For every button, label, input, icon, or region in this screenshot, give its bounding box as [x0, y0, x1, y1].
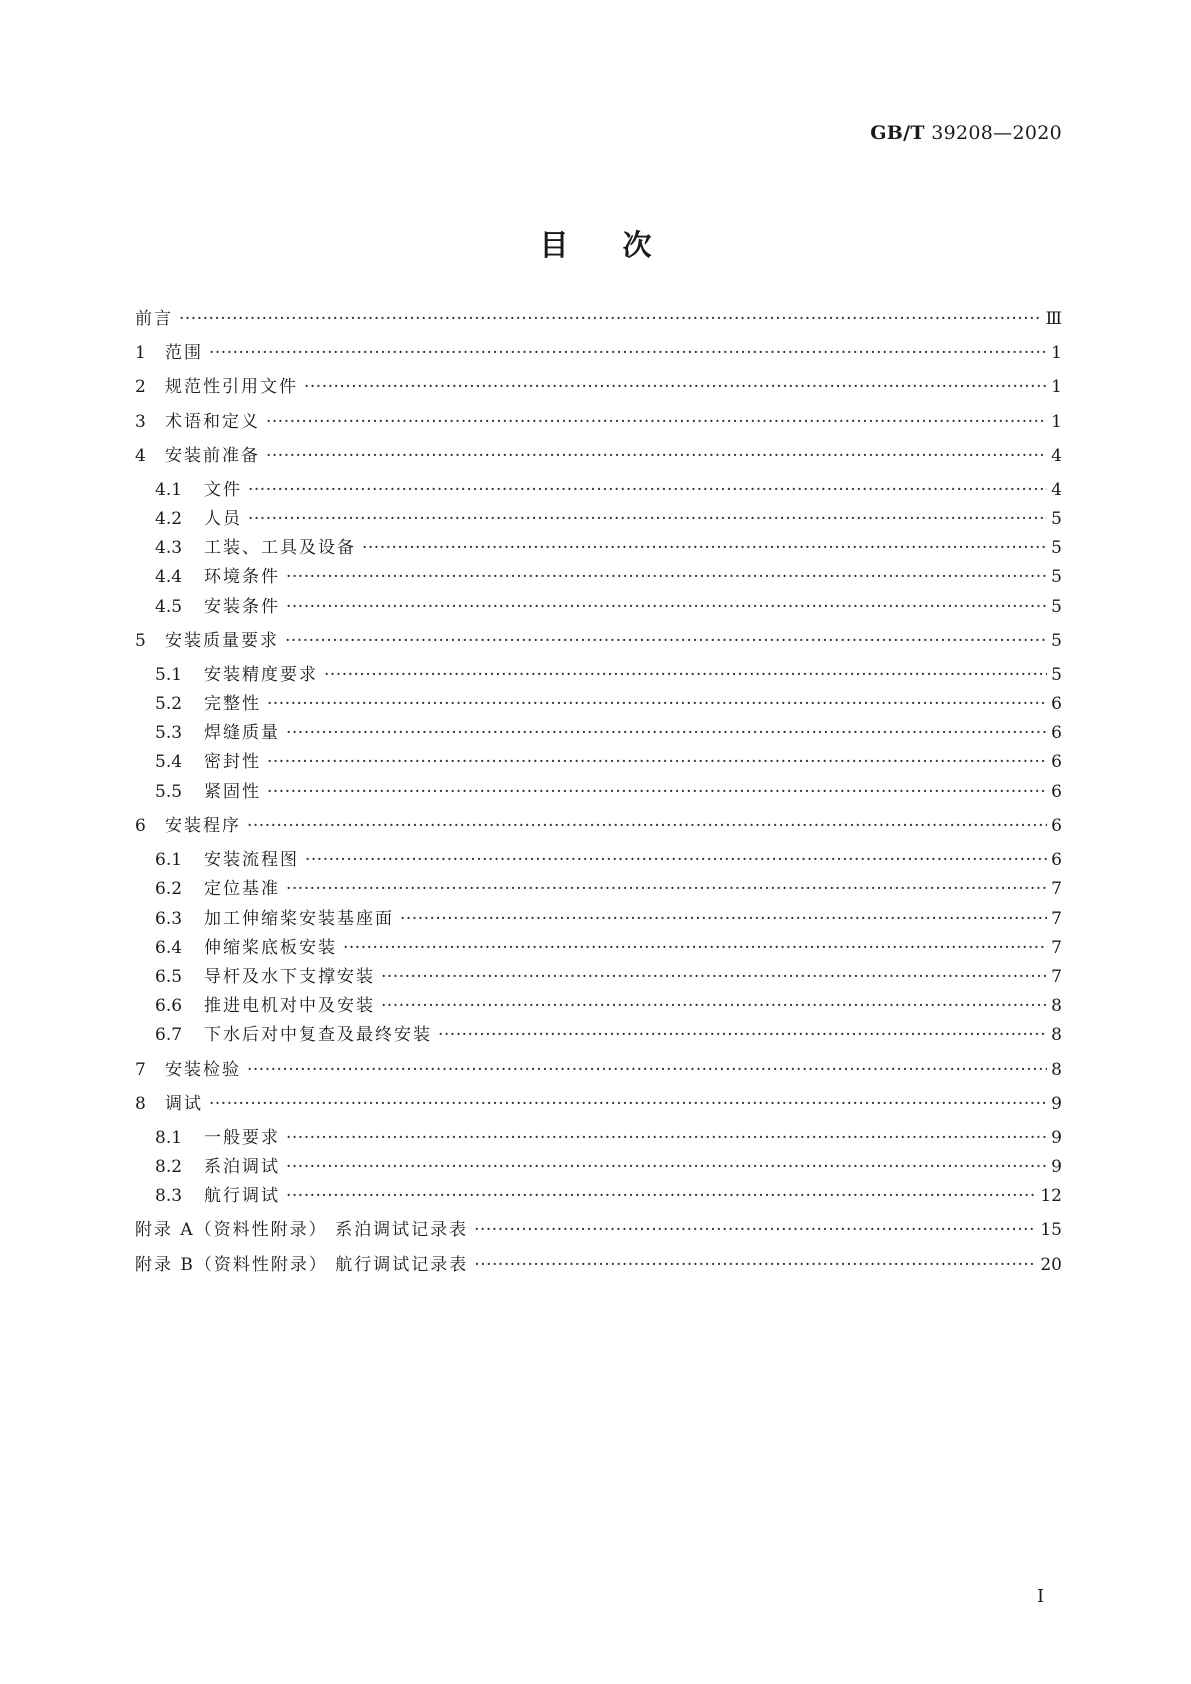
toc-label: 安装检验	[165, 1060, 241, 1080]
toc-page: 7	[1051, 879, 1062, 899]
toc-leader-dots	[304, 375, 1047, 399]
toc-leader-dots	[209, 1092, 1047, 1116]
toc-page: 5	[1051, 665, 1062, 685]
toc-entry-4-5[interactable]	[155, 595, 1062, 619]
toc-entry-2[interactable]	[135, 375, 1062, 399]
toc-page: 5	[1051, 631, 1062, 651]
toc-number: 6.1	[155, 850, 183, 870]
toc-leader-dots	[285, 629, 1047, 653]
toc-leader-dots	[400, 907, 1047, 931]
toc-leader-dots	[266, 410, 1047, 434]
toc-label: 系泊调试	[204, 1157, 280, 1177]
standard-prefix: GB/T	[870, 122, 925, 144]
toc-page: 8	[1051, 996, 1062, 1016]
toc-page: 9	[1051, 1128, 1062, 1148]
toc-number: 7	[135, 1060, 146, 1080]
toc-entry-4-2[interactable]	[155, 507, 1062, 531]
toc-label: 定位基准	[204, 879, 280, 899]
toc-leader-dots	[474, 1253, 1036, 1277]
toc-leader-dots	[267, 780, 1047, 804]
toc-number: 6.6	[155, 996, 183, 1016]
toc-label: 密封性	[204, 752, 261, 772]
toc-label: 导杆及水下支撑安装	[204, 967, 375, 987]
toc-label: 术语和定义	[165, 412, 260, 432]
toc-label: 工装、工具及设备	[204, 538, 356, 558]
toc-label: 航行调试	[204, 1186, 280, 1206]
toc-leader-dots	[286, 1155, 1047, 1179]
toc-label: 范围	[165, 343, 203, 363]
toc-entry-3[interactable]	[135, 410, 1062, 434]
toc-page: 6	[1051, 850, 1062, 870]
toc-label: 加工伸缩桨安装基座面	[204, 909, 394, 929]
toc-page: 4	[1051, 446, 1062, 466]
toc-label: 人员	[204, 509, 242, 529]
toc-leader-dots	[209, 341, 1047, 365]
toc-label: 紧固性	[204, 782, 261, 802]
toc-label: 推进电机对中及安装	[204, 996, 375, 1016]
toc-leader-dots	[286, 595, 1047, 619]
toc-entry-4[interactable]	[135, 444, 1062, 468]
toc-leader-dots	[286, 877, 1047, 901]
toc-number: 4.5	[155, 597, 183, 617]
toc-label: 安装程序	[165, 816, 241, 836]
toc-entry-4-4[interactable]	[155, 565, 1062, 589]
toc-number: 2	[135, 377, 146, 397]
toc-number: 5.5	[155, 782, 183, 802]
toc-number: 5	[135, 631, 146, 651]
toc-entry-7[interactable]	[135, 1058, 1062, 1082]
toc-leader-dots	[474, 1218, 1036, 1242]
toc-page: 5	[1051, 567, 1062, 587]
toc-number: 5.1	[155, 665, 183, 685]
toc-page: 9	[1051, 1157, 1062, 1177]
toc-entry-6-1[interactable]	[155, 848, 1062, 872]
toc-leader-dots	[381, 994, 1047, 1018]
toc-entry-8-3[interactable]	[155, 1184, 1062, 1208]
toc-leader-dots	[267, 750, 1047, 774]
toc-leader-dots	[286, 1184, 1036, 1208]
toc-page: 8	[1051, 1060, 1062, 1080]
toc-page: 6	[1051, 694, 1062, 714]
toc-entry-6-7[interactable]	[155, 1023, 1062, 1047]
toc-entry-8-1[interactable]	[155, 1126, 1062, 1150]
toc-leader-dots	[324, 663, 1047, 687]
toc-page: 6	[1051, 816, 1062, 836]
toc-entry-5-2[interactable]	[155, 692, 1062, 716]
toc-entry-6[interactable]	[135, 814, 1062, 838]
toc-page: 9	[1051, 1094, 1062, 1114]
toc-page: 6	[1051, 723, 1062, 743]
page-title: 目次	[539, 228, 706, 262]
standard-number: 39208—2020	[931, 122, 1062, 144]
toc-leader-dots	[267, 692, 1047, 716]
toc-leader-dots	[247, 814, 1047, 838]
toc-number: 8.1	[155, 1128, 183, 1148]
toc-entry-6-5[interactable]	[155, 965, 1062, 989]
toc-entry-8[interactable]	[135, 1092, 1062, 1116]
toc-label: 安装流程图	[204, 850, 299, 870]
toc-entry-5[interactable]	[135, 629, 1062, 653]
toc-label: 调试	[165, 1094, 203, 1114]
toc-leader-dots	[248, 478, 1047, 502]
toc-page: 7	[1051, 909, 1062, 929]
toc-label: 附录 B（资料性附录） 航行调试记录表	[135, 1255, 469, 1275]
toc-label: 焊缝质量	[204, 723, 280, 743]
toc-entry-1[interactable]	[135, 341, 1062, 365]
toc-number: 5.3	[155, 723, 183, 743]
toc-page: 5	[1051, 597, 1062, 617]
toc-label: 规范性引用文件	[165, 377, 298, 397]
toc-page: 1	[1051, 343, 1062, 363]
toc-number: 5.4	[155, 752, 183, 772]
toc-number: 3	[135, 412, 146, 432]
toc-entry-appendix-b[interactable]	[135, 1253, 1062, 1277]
toc-number: 5.2	[155, 694, 183, 714]
toc-entry-6-2[interactable]	[155, 877, 1062, 901]
toc-leader-dots	[343, 936, 1047, 960]
toc-label: 安装质量要求	[165, 631, 279, 651]
toc-entry-6-6[interactable]	[155, 994, 1062, 1018]
toc-number: 4.3	[155, 538, 183, 558]
toc-entry-5-3[interactable]	[155, 721, 1062, 745]
toc-page: 1	[1051, 377, 1062, 397]
toc-page: 6	[1051, 782, 1062, 802]
toc-label: 伸缩桨底板安装	[204, 938, 337, 958]
toc-number: 6	[135, 816, 146, 836]
toc-number: 4.4	[155, 567, 183, 587]
toc-page: 7	[1051, 967, 1062, 987]
toc-label: 前言	[135, 309, 173, 329]
toc-number: 6.7	[155, 1025, 183, 1045]
toc-entry-4-3[interactable]	[155, 536, 1062, 560]
toc-label: 附录 A（资料性附录） 系泊调试记录表	[135, 1220, 469, 1240]
toc-entry-5-5[interactable]	[155, 780, 1062, 804]
toc-entry-foreword[interactable]	[135, 307, 1062, 331]
toc-leader-dots	[362, 536, 1047, 560]
toc-page: Ⅲ	[1045, 309, 1062, 329]
toc-leader-dots	[266, 444, 1047, 468]
toc-leader-dots	[248, 507, 1047, 531]
toc-number: 8	[135, 1094, 146, 1114]
toc-number: 4.1	[155, 480, 183, 500]
toc-page: 7	[1051, 938, 1062, 958]
toc-leader-dots	[247, 1058, 1047, 1082]
toc-label: 文件	[204, 480, 242, 500]
toc-label: 完整性	[204, 694, 261, 714]
toc-number: 6.3	[155, 909, 183, 929]
toc-leader-dots	[286, 721, 1047, 745]
toc-page: 12	[1040, 1186, 1062, 1206]
toc-entry-6-4[interactable]	[155, 936, 1062, 960]
toc-number: 8.2	[155, 1157, 183, 1177]
toc-number: 8.3	[155, 1186, 183, 1206]
toc-page: 8	[1051, 1025, 1062, 1045]
toc-number: 4	[135, 446, 146, 466]
toc-leader-dots	[381, 965, 1047, 989]
toc-label: 下水后对中复查及最终安装	[204, 1025, 432, 1045]
toc-label: 环境条件	[204, 567, 280, 587]
toc-number: 6.4	[155, 938, 183, 958]
toc-leader-dots	[286, 565, 1047, 589]
toc-leader-dots	[438, 1023, 1047, 1047]
toc-page: 20	[1040, 1255, 1062, 1275]
toc-page: 5	[1051, 509, 1062, 529]
toc-entry-5-1[interactable]	[155, 663, 1062, 687]
toc-leader-dots	[179, 307, 1042, 331]
toc-page: 15	[1040, 1220, 1062, 1240]
toc-page: 1	[1051, 412, 1062, 432]
toc-entry-4-1[interactable]	[155, 478, 1062, 502]
toc-number: 6.5	[155, 967, 183, 987]
toc-label: 安装前准备	[165, 446, 260, 466]
toc-leader-dots	[286, 1126, 1047, 1150]
toc-entry-5-4[interactable]	[155, 750, 1062, 774]
toc-entry-appendix-a[interactable]	[135, 1218, 1062, 1242]
toc-label: 安装条件	[204, 597, 280, 617]
toc-label: 安装精度要求	[204, 665, 318, 685]
toc-entry-8-2[interactable]	[155, 1155, 1062, 1179]
toc-number: 4.2	[155, 509, 183, 529]
toc-label: 一般要求	[204, 1128, 280, 1148]
toc-page: 5	[1051, 538, 1062, 558]
toc-leader-dots	[305, 848, 1047, 872]
toc-page: 4	[1051, 480, 1062, 500]
toc-number: 1	[135, 343, 146, 363]
toc-page: 6	[1051, 752, 1062, 772]
toc-number: 6.2	[155, 879, 183, 899]
page-number: I	[1037, 1586, 1045, 1607]
toc-entry-6-3[interactable]	[155, 907, 1062, 931]
